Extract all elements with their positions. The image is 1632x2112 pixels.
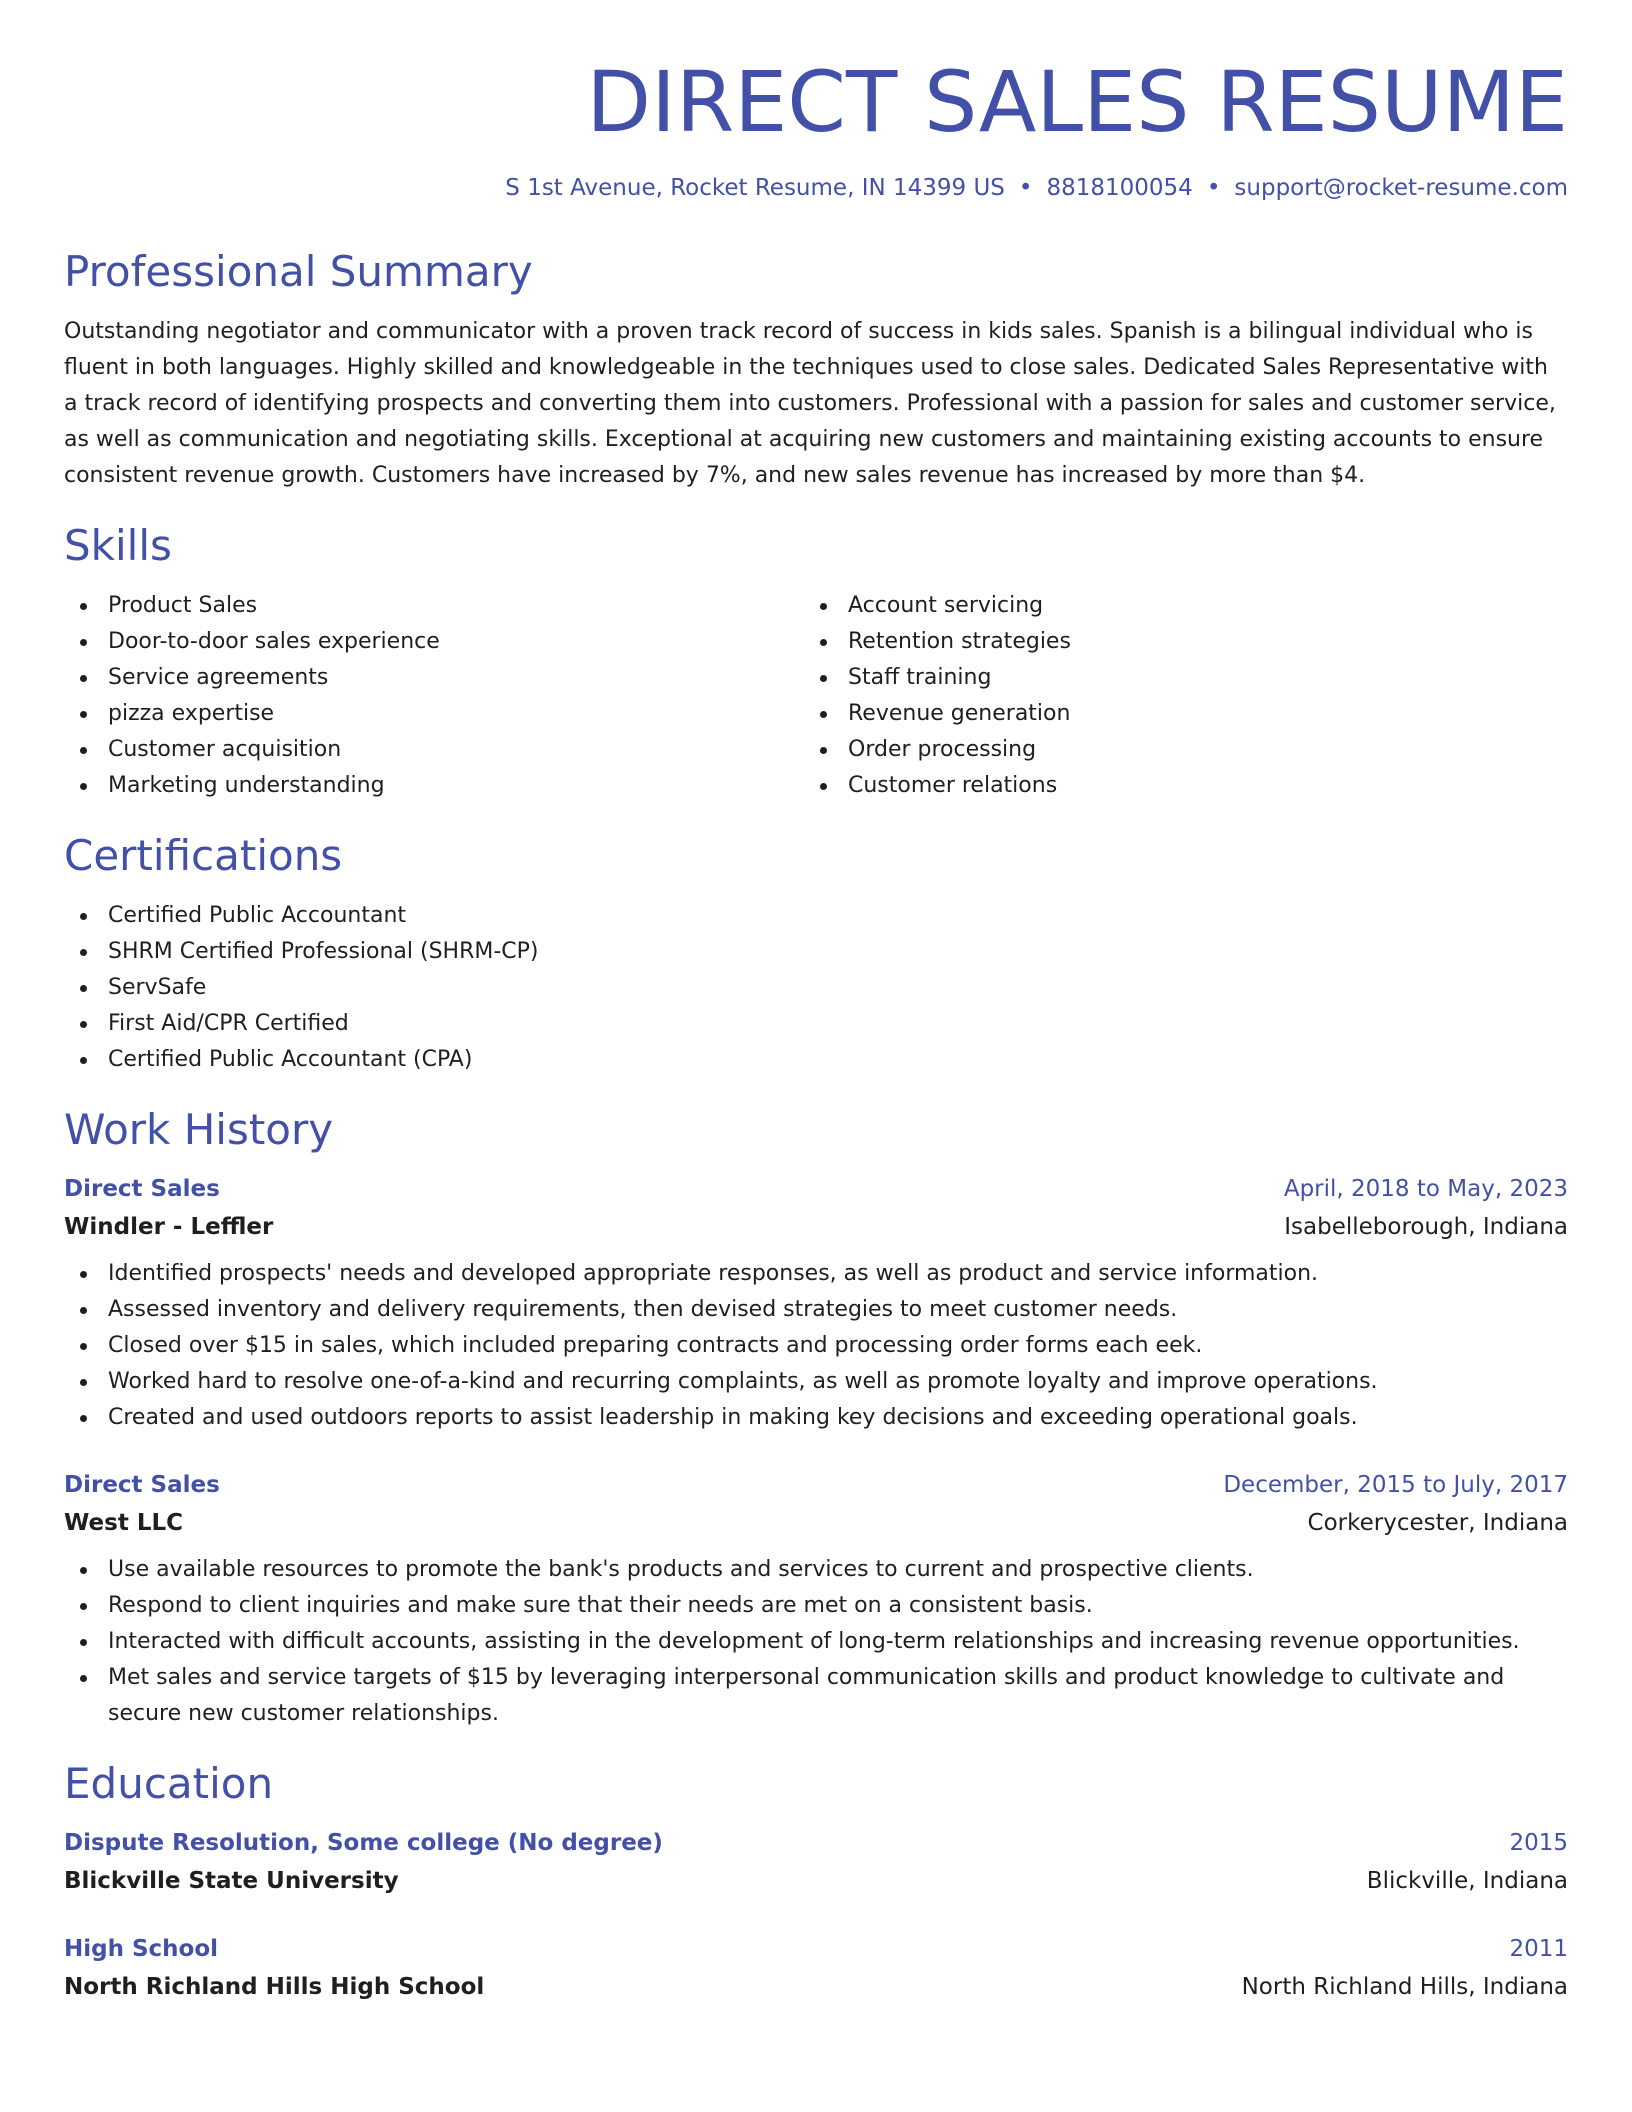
job-company: Windler - Leffler <box>64 1214 274 1240</box>
education-school-row <box>64 1862 1568 1900</box>
skills-heading: Skills <box>64 521 172 570</box>
job-entry <box>64 1466 1568 1732</box>
education-location: North Richland Hills, Indiana <box>1241 1974 1568 2000</box>
job-role: Direct Sales <box>64 1176 220 1202</box>
work-history-heading: Work History <box>64 1105 334 1154</box>
job-location: Isabelleborough, Indiana <box>1284 1214 1568 1240</box>
contact-separator: • <box>1206 175 1221 201</box>
skill-item: Customer relations <box>804 768 1544 804</box>
job-bullet: Met sales and service targets of $15 by leveraging interpersonal communication skills and product knowledge to cultivate and secure new customer relationships. <box>64 1660 1568 1732</box>
certifications-list <box>64 898 1568 1078</box>
job-location: Corkerycester, Indiana <box>1307 1510 1568 1536</box>
job-bullet: Respond to client inquiries and make sure that their needs are met on a consistent basis. <box>64 1588 1568 1624</box>
certifications-section <box>64 828 1568 1078</box>
education-header-row <box>64 1930 1568 1968</box>
skills-grid <box>64 588 1568 804</box>
summary-heading: Professional Summary <box>64 247 533 296</box>
certifications-heading: Certifications <box>64 831 343 880</box>
resume-header <box>64 0 1568 204</box>
skill-item: Marketing understanding <box>64 768 804 804</box>
skill-item: Order processing <box>804 732 1544 768</box>
education-school: North Richland Hills High School <box>64 1974 485 2000</box>
education-entry <box>64 1824 1568 1900</box>
job-bullet: Created and used outdoors reports to assist leadership in making key decisions and exceeding operational goals. <box>64 1400 1568 1436</box>
summary-section <box>64 244 1568 494</box>
work-history-section <box>64 1102 1568 1732</box>
education-section <box>64 1756 1568 2006</box>
education-year: 2011 <box>1509 1936 1568 1962</box>
education-location: Blickville, Indiana <box>1366 1868 1568 1894</box>
skill-item: Revenue generation <box>804 696 1544 732</box>
skills-right-column <box>804 588 1544 804</box>
job-bullets <box>64 1552 1568 1732</box>
education-school: Blickville State University <box>64 1868 399 1894</box>
contact-address: S 1st Avenue, Rocket Resume, IN 14399 US <box>505 175 1005 201</box>
job-bullet: Identified prospects' needs and developed appropriate responses, as well as product and service information. <box>64 1256 1568 1292</box>
certification-item: SHRM Certified Professional (SHRM-CP) <box>64 934 1568 970</box>
skill-item: Product Sales <box>64 588 804 624</box>
job-role: Direct Sales <box>64 1472 220 1498</box>
skill-item: Account servicing <box>804 588 1544 624</box>
education-header-row <box>64 1824 1568 1862</box>
education-degree: Dispute Resolution, Some college (No degree) <box>64 1830 663 1856</box>
skill-item: Retention strategies <box>804 624 1544 660</box>
job-company-row <box>64 1504 1568 1542</box>
job-company-row <box>64 1208 1568 1246</box>
job-entry <box>64 1170 1568 1436</box>
skills-left-column <box>64 588 804 804</box>
contact-phone: 8818100054 <box>1046 175 1193 201</box>
job-company: West LLC <box>64 1510 184 1536</box>
summary-text: Outstanding negotiator and communicator with a proven track record of success in kids sales. Spanish is a bilingual individual who is fluent in both languages. Highly skilled and knowledgeable in the techniques used to close sales. Dedicated Sales Representative with a track record of identifying prospects and converting them into customers. Professional with a passion for sales and customer service, as well as communication and negotiating skills. Exceptional at acquiring new customers and maintaining existing accounts to ensure consistent revenue growth. Customers have increased by 7%, and new sales revenue has increased by more than $4. <box>64 319 1556 488</box>
certification-item: Certified Public Accountant (CPA) <box>64 1042 1568 1078</box>
education-degree: High School <box>64 1936 219 1962</box>
skill-item: Staff training <box>804 660 1544 696</box>
resume-title: DIRECT SALES RESUME <box>586 53 1568 151</box>
job-header-row <box>64 1466 1568 1504</box>
certification-item: ServSafe <box>64 970 1568 1006</box>
job-bullet: Use available resources to promote the bank's products and services to current and prospective clients. <box>64 1552 1568 1588</box>
education-year: 2015 <box>1509 1830 1568 1856</box>
job-bullets <box>64 1256 1568 1436</box>
job-bullet: Assessed inventory and delivery requirements, then devised strategies to meet customer needs. <box>64 1292 1568 1328</box>
job-header-row <box>64 1170 1568 1208</box>
job-bullet: Interacted with difficult accounts, assisting in the development of long-term relationships and increasing revenue opportunities. <box>64 1624 1568 1660</box>
job-bullet: Closed over $15 in sales, which included preparing contracts and processing order forms each eek. <box>64 1328 1568 1364</box>
job-bullet: Worked hard to resolve one-of-a-kind and recurring complaints, as well as promote loyalty and improve operations. <box>64 1364 1568 1400</box>
contact-separator: • <box>1018 175 1033 201</box>
skills-section <box>64 518 1568 804</box>
education-entry <box>64 1930 1568 2006</box>
skill-item: Service agreements <box>64 660 804 696</box>
skill-item: Customer acquisition <box>64 732 804 768</box>
job-dates: April, 2018 to May, 2023 <box>1283 1176 1568 1202</box>
skill-item: pizza expertise <box>64 696 804 732</box>
certification-item: First Aid/CPR Certified <box>64 1006 1568 1042</box>
skill-item: Door-to-door sales experience <box>64 624 804 660</box>
education-school-row <box>64 1968 1568 2006</box>
job-dates: December, 2015 to July, 2017 <box>1223 1472 1568 1498</box>
certification-item: Certified Public Accountant <box>64 898 1568 934</box>
contact-line <box>64 172 1568 204</box>
contact-email[interactable]: support@rocket-resume.com <box>1234 175 1568 201</box>
education-heading: Education <box>64 1759 274 1808</box>
